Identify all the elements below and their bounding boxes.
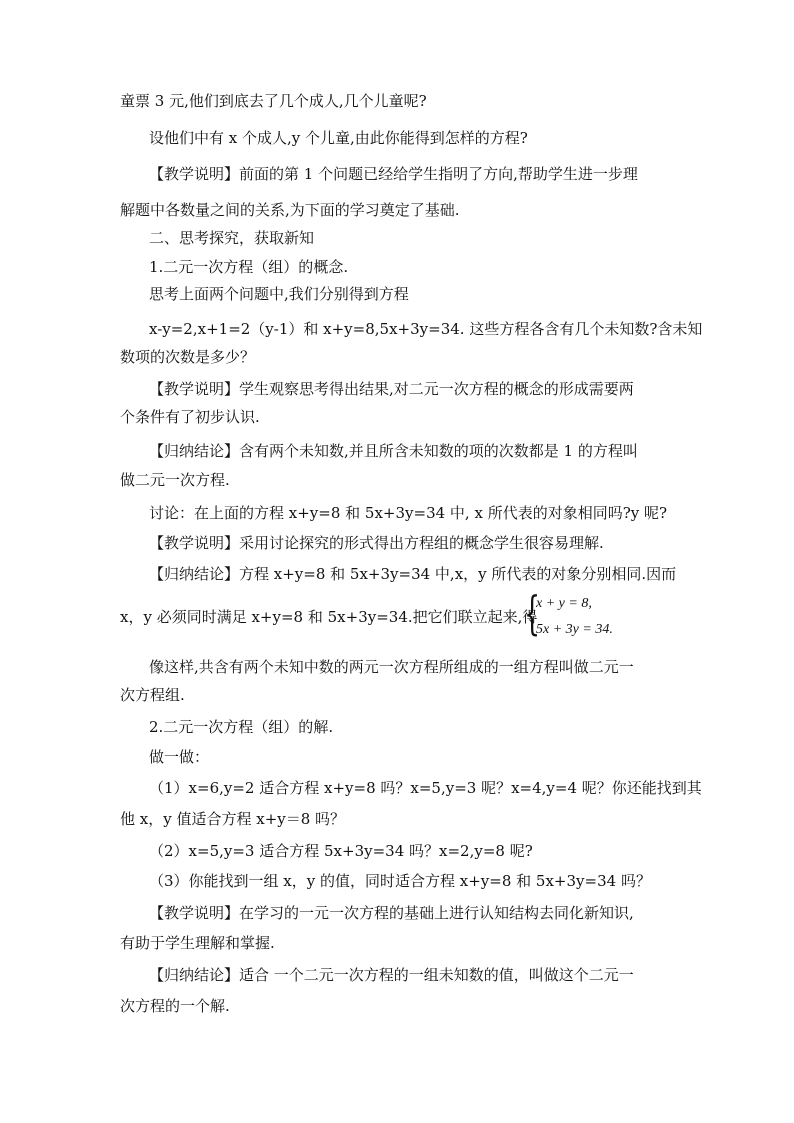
exercise-item: （1）x=6,y=2 适合方程 x+y=8 吗？x=5,y=3 呢？x=4,y=4 呢？你还能找到其 (149, 779, 702, 797)
text-line: 做二元一次方程. (120, 471, 230, 489)
text-line: 童票 3 元,他们到底去了几个成人,几个儿童呢? (120, 92, 427, 110)
teaching-note: 【教学说明】学生观察思考得出结果,对二元一次方程的概念的形成需要两 (149, 380, 634, 398)
text-line: 思考上面两个问题中,我们分别得到方程 (149, 285, 409, 303)
teaching-note: 【教学说明】前面的第 1 个问题已经给学生指明了方向,帮助学生进一步理 (149, 165, 638, 183)
section-heading: 二、思考探究，获取新知 (149, 229, 315, 247)
text-line: 讨论：在上面的方程 x+y=8 和 5x+3y=34 中, x 所代表的对象相同吗?y 呢? (149, 504, 668, 522)
exercise-item: （2）x=5,y=3 适合方程 5x+3y=34 吗？x=2,y=8 呢? (149, 842, 533, 860)
subsection-heading: 1.二元一次方程（组）的概念. (149, 258, 349, 276)
teaching-note: 【教学说明】在学习的一元一次方程的基础上进行认知结构去同化新知识, (149, 904, 634, 922)
text-line: 次方程的一个解. (120, 997, 230, 1015)
conclusion-note: 【归纳结论】适合 一个二元一次方程的一组未知数的值，叫做这个二元一 (149, 966, 634, 984)
subsection-heading: 2.二元一次方程（组）的解. (149, 718, 334, 736)
text-line: 解题中各数量之间的关系,为下面的学习奠定了基础. (120, 201, 460, 219)
system-equation-1: x + y = 8, (536, 596, 592, 611)
conclusion-note: 【归纳结论】含有两个未知数,并且所含未知数的项的次数都是 1 的方程叫 (149, 442, 638, 460)
system-equation-2: 5x + 3y = 34. (536, 622, 613, 637)
text-line: 次方程组. (120, 686, 185, 704)
teaching-note: 【教学说明】采用讨论探究的形式得出方程组的概念学生很容易理解. (149, 534, 604, 552)
text-line: 像这样,共含有两个未知中数的两元一次方程所组成的一组方程叫做二元一 (149, 658, 634, 676)
text-line: 数项的次数是多少？ (120, 348, 256, 366)
text-line: 设他们中有 x 个成人,y 个儿童,由此你能得到怎样的方程? (149, 129, 528, 147)
conclusion-note: 【归纳结论】方程 x+y=8 和 5x+3y=34 中,x，y 所代表的对象分别相同.因而 (149, 565, 677, 583)
text-line: 有助于学生理解和掌握. (120, 934, 275, 952)
text-line: 个条件有了初步认识. (120, 408, 260, 426)
system-brace: { (524, 586, 541, 640)
text-line: 做一做： (149, 748, 210, 766)
text-line: x，y 必须同时满足 x+y=8 和 5x+3y=34.把它们联立起来,得 (120, 608, 538, 626)
text-line: x-y=2,x+1=2（y-1）和 x+y=8,5x+3y=34. 这些方程各含有几个未知数?含未知 (149, 320, 703, 338)
exercise-item: （3）你能找到一组 x，y 的值，同时适合方程 x+y=8 和 5x+3y=34 吗？ (149, 872, 651, 890)
text-line: 他 x，y 值适合方程 x+y＝8 吗？ (120, 810, 346, 828)
